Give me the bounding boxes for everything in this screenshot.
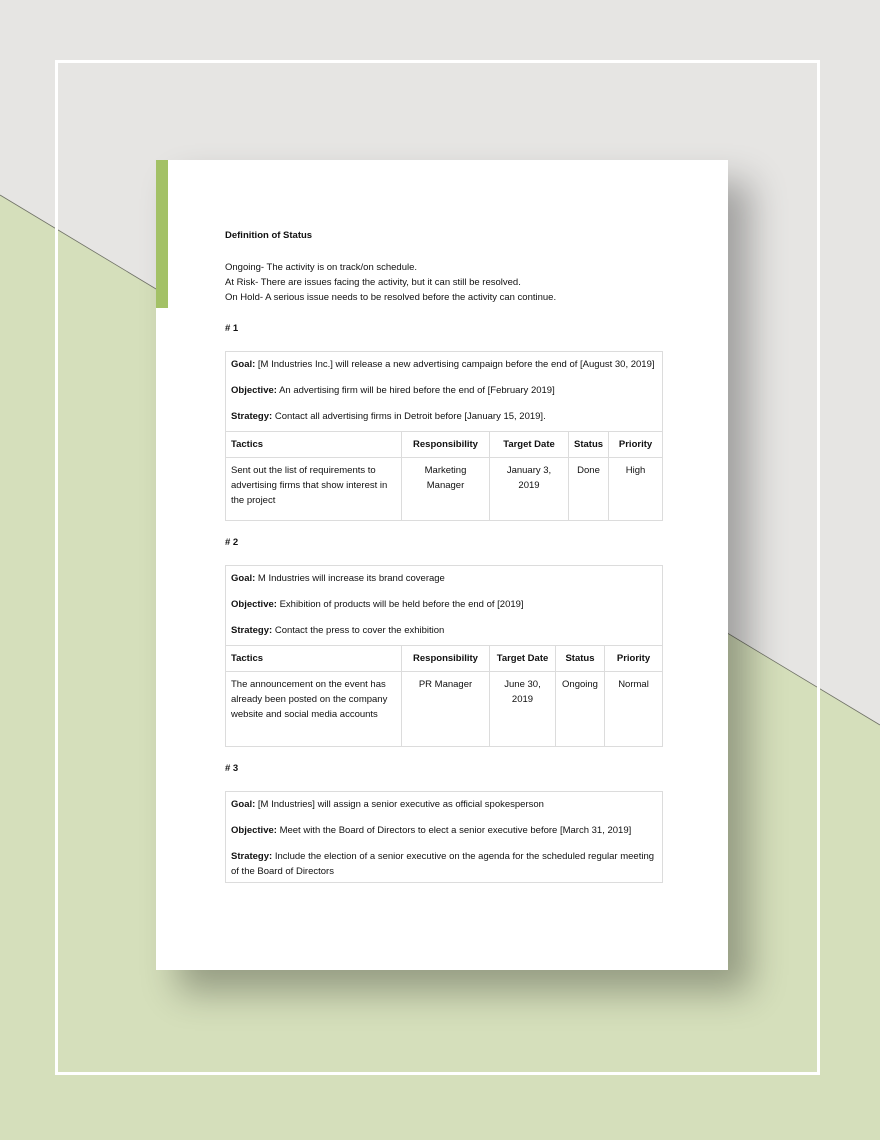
status-header: Status — [569, 432, 609, 458]
section-2-tactics-table — [226, 645, 662, 746]
priority-cell: High — [609, 458, 662, 521]
priority-header: Priority — [605, 646, 663, 672]
section-1-objective — [226, 379, 662, 405]
section-3-block — [225, 791, 663, 883]
strategy-text: Contact all advertising firms in Detroit before [January 15, 2019]. — [274, 411, 546, 422]
responsibility-header: Responsibility — [402, 432, 490, 458]
section-1-tactics-table — [226, 431, 662, 520]
section-2-strategy — [226, 619, 662, 645]
priority-cell: Normal — [605, 672, 663, 747]
section-1-block — [225, 351, 663, 521]
section-2-number: # 2 — [225, 537, 239, 548]
section-3-strategy — [226, 845, 662, 882]
section-2-goal — [226, 566, 662, 593]
status-on-hold-definition: On Hold- A serious issue needs to be resolved before the activity can continue. — [225, 292, 557, 303]
section-3-number: # 3 — [225, 763, 239, 774]
objective-text: An advertising firm will be hired before the end of [February 2019] — [279, 385, 555, 396]
target-date-cell: June 30, 2019 — [490, 672, 556, 747]
table-header-row — [226, 646, 662, 672]
table-row — [226, 458, 662, 521]
responsibility-header: Responsibility — [402, 646, 490, 672]
goal-text: M Industries will increase its brand coverage — [257, 573, 445, 584]
section-2-block — [225, 565, 663, 747]
goal-label: Goal: — [231, 359, 256, 370]
tactics-cell: Sent out the list of requirements to advertising firms that show interest in the project — [226, 458, 402, 521]
objective-text: Meet with the Board of Directors to elect a senior executive before [March 31, 2019] — [279, 825, 632, 836]
goal-text: [M Industries Inc.] will release a new advertising campaign before the end of [August 30, 2019] — [257, 359, 655, 370]
objective-label: Objective: — [231, 825, 277, 836]
table-row — [226, 672, 662, 747]
strategy-label: Strategy: — [231, 411, 273, 422]
section-1-strategy — [226, 405, 662, 431]
table-header-row — [226, 432, 662, 458]
objective-label: Objective: — [231, 599, 277, 610]
green-accent-bar — [156, 160, 168, 308]
status-cell: Ongoing — [556, 672, 605, 747]
tactics-cell: The announcement on the event has already been posted on the company website and social media accounts — [226, 672, 402, 747]
section-1-goal — [226, 352, 662, 379]
section-2-objective — [226, 593, 662, 619]
status-header: Status — [556, 646, 605, 672]
strategy-text: Include the election of a senior executive on the agenda for the scheduled regular meeting of the Board of Directors — [231, 851, 655, 877]
responsibility-cell: Marketing Manager — [402, 458, 490, 521]
status-at-risk-definition: At Risk- There are issues facing the activity, but it can still be resolved. — [225, 277, 521, 288]
goal-text: [M Industries] will assign a senior executive as official spokesperson — [257, 799, 544, 810]
strategy-label: Strategy: — [231, 851, 273, 862]
priority-header: Priority — [609, 432, 662, 458]
section-1-number: # 1 — [225, 323, 239, 334]
target-date-header: Target Date — [490, 646, 556, 672]
strategy-text: Contact the press to cover the exhibition — [274, 625, 445, 636]
target-date-header: Target Date — [490, 432, 569, 458]
strategy-label: Strategy: — [231, 625, 273, 636]
status-ongoing-definition: Ongoing- The activity is on track/on schedule. — [225, 262, 418, 273]
responsibility-cell: PR Manager — [402, 672, 490, 747]
goal-label: Goal: — [231, 799, 256, 810]
goal-label: Goal: — [231, 573, 256, 584]
objective-label: Objective: — [231, 385, 277, 396]
tactics-header: Tactics — [226, 432, 402, 458]
document-content — [225, 230, 663, 883]
objective-text: Exhibition of products will be held before the end of [2019] — [279, 599, 524, 610]
document-page — [156, 160, 728, 970]
section-3-goal — [226, 792, 662, 819]
status-definitions — [225, 260, 663, 305]
tactics-header: Tactics — [226, 646, 402, 672]
status-definition-heading: Definition of Status — [225, 230, 313, 241]
section-3-objective — [226, 819, 662, 845]
target-date-cell: January 3, 2019 — [490, 458, 569, 521]
status-cell: Done — [569, 458, 609, 521]
